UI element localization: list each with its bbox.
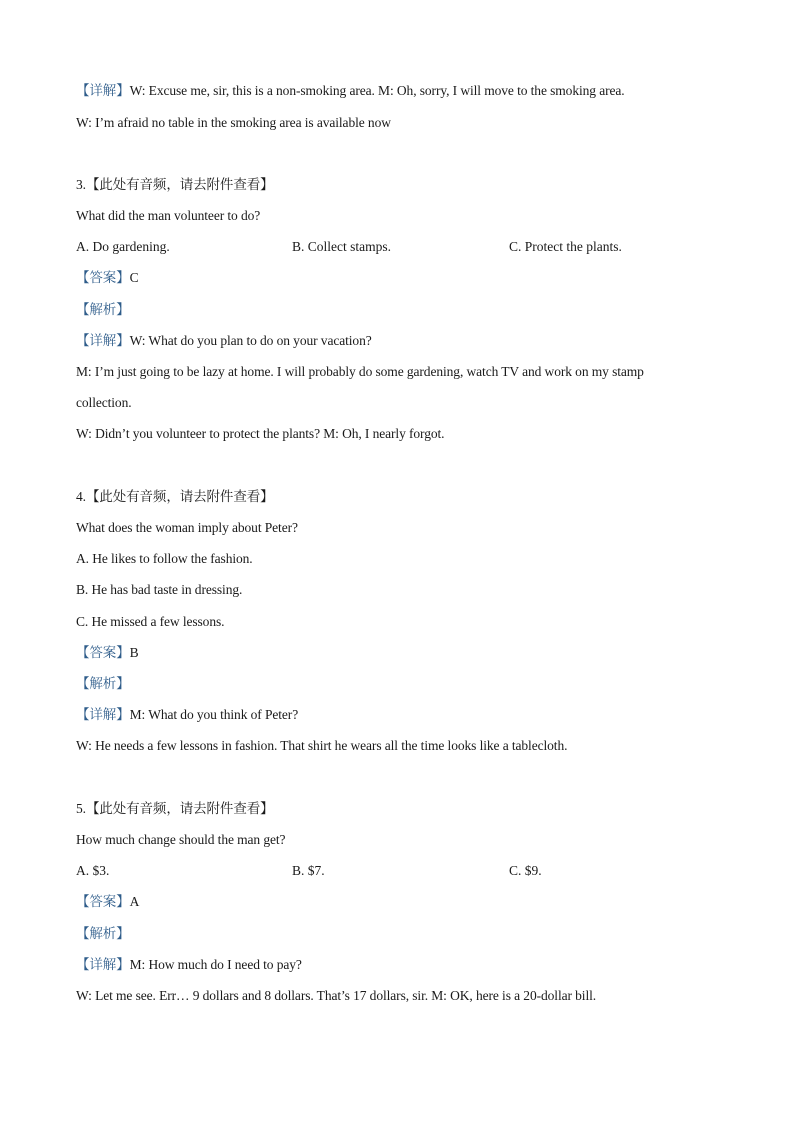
q3-option-a: A. Do gardening. — [76, 239, 170, 254]
q3-answer-value: C — [129, 270, 139, 285]
q4-detail-line-2: W: He needs a few lessons in fashion. That shirt he wears all the time looks like a tablecloth. — [76, 738, 568, 753]
q4-audio-note: 【此处有音频，请去附件查看】 — [85, 489, 274, 505]
q5-heading — [76, 800, 274, 818]
q5-question: How much change should the man get? — [76, 832, 286, 847]
detail-tag: 【详解】 — [76, 333, 130, 349]
q3-option-c: C. Protect the plants. — [509, 239, 622, 254]
q2-detail-text-1: W: Excuse me, sir, this is a non-smoking area. M: Oh, sorry, I will move to the smoking area. — [129, 83, 625, 98]
q4-answer — [76, 644, 139, 662]
q4-heading — [76, 488, 274, 506]
q3-analysis — [76, 301, 130, 319]
q4-option-a: A. He likes to follow the fashion. — [76, 551, 253, 566]
q3-detail-text-1: W: What do you plan to do on your vacation? — [129, 333, 372, 348]
q3-heading — [76, 176, 274, 194]
q4-detail-text-1: M: What do you think of Peter? — [129, 707, 299, 722]
detail-tag: 【详解】 — [76, 707, 130, 723]
q5-audio-note: 【此处有音频，请去附件查看】 — [85, 801, 274, 817]
q3-answer — [76, 269, 139, 287]
q5-option-b: B. $7. — [292, 863, 325, 878]
q3-audio-note: 【此处有音频，请去附件查看】 — [85, 177, 274, 193]
q4-analysis — [76, 675, 130, 693]
q4-option-b: B. He has bad taste in dressing. — [76, 582, 243, 597]
q5-answer — [76, 893, 139, 911]
detail-tag: 【详解】 — [76, 957, 130, 973]
analysis-tag: 【解析】 — [76, 676, 130, 692]
q3-question: What did the man volunteer to do? — [76, 208, 261, 223]
q5-detail-line-2: W: Let me see. Err… 9 dollars and 8 dollars. That’s 17 dollars, sir. M: OK, here is a 20-dollar bill. — [76, 988, 597, 1003]
q3-option-b: B. Collect stamps. — [292, 239, 391, 254]
q3-number: 3. — [76, 177, 86, 192]
q5-detail-text-1: M: How much do I need to pay? — [129, 957, 302, 972]
analysis-tag: 【解析】 — [76, 302, 130, 318]
q5-number: 5. — [76, 801, 86, 816]
q4-option-c: C. He missed a few lessons. — [76, 614, 225, 629]
detail-tag: 【详解】 — [76, 83, 130, 99]
q5-answer-value: A — [129, 894, 140, 909]
q3-detail-line-3: collection. — [76, 395, 132, 410]
q5-option-a: A. $3. — [76, 863, 110, 878]
q3-detail-line-2: M: I’m just going to be lazy at home. I will probably do some gardening, watch TV and work on my stamp — [76, 364, 644, 379]
q5-detail-line-1 — [76, 956, 302, 974]
q4-answer-value: B — [129, 645, 139, 660]
q2-detail-line-2: W: I’m afraid no table in the smoking area is available now — [76, 115, 391, 130]
q4-number: 4. — [76, 489, 86, 504]
answer-tag: 【答案】 — [76, 645, 130, 661]
q4-question: What does the woman imply about Peter? — [76, 520, 298, 535]
q3-detail-line-4: W: Didn’t you volunteer to protect the plants? M: Oh, I nearly forgot. — [76, 426, 445, 441]
analysis-tag: 【解析】 — [76, 926, 130, 942]
q5-option-c: C. $9. — [509, 863, 542, 878]
q4-detail-line-1 — [76, 706, 298, 724]
answer-tag: 【答案】 — [76, 270, 130, 286]
q2-detail-line-1 — [76, 82, 625, 100]
q3-detail-line-1 — [76, 332, 372, 350]
answer-tag: 【答案】 — [76, 894, 130, 910]
q5-analysis — [76, 925, 130, 943]
